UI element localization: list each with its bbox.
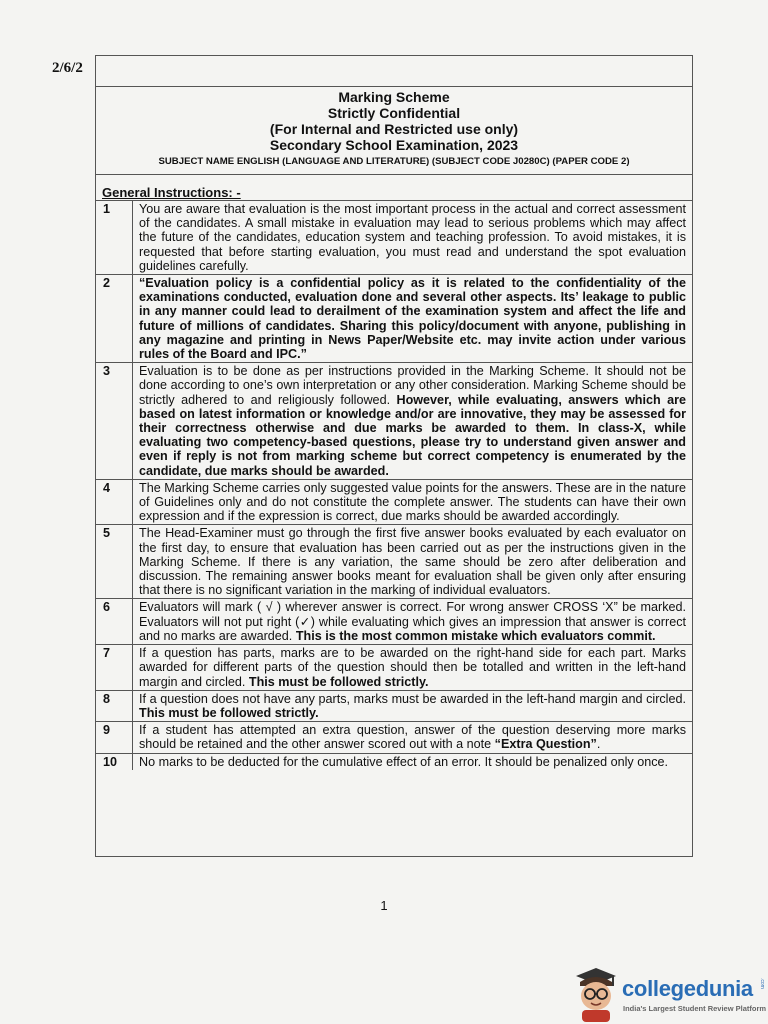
instruction-segment: If a student has attempted an extra question, answer of the question deserving more marks should be retained and the other answer scored out with a note: [139, 723, 686, 752]
document-header: [96, 87, 692, 168]
instruction-emphasis: This must be followed strictly.: [139, 705, 319, 720]
instruction-segment: If a question has parts, marks are to be awarded on the right-hand side for each part. Marks awarded for different parts of the question should then be totalled and written in the left-hand margin and circled.: [139, 646, 686, 689]
instruction-text: [133, 525, 693, 599]
instruction-segment: Evaluation is to be done as per instructions provided in the Marking Scheme. It should not be done according to one’s own interpretation or any other consideration. Marking Scheme should be strictly adhered to and religiously followed.: [139, 364, 686, 407]
header-subject: SUBJECT NAME ENGLISH (LANGUAGE AND LITERATURE) (SUBJECT CODE J0280C) (PAPER CODE 2): [158, 156, 630, 167]
instruction-segment: Evaluators will mark ( √ ) wherever answer is correct. For wrong answer CROSS ‘X” be marked. Evaluators will not put right (✓) while evaluating which gives an impression that answer is correct and no marks are awarded.: [139, 600, 686, 643]
instruction-row: [96, 363, 692, 480]
instruction-number: 10: [96, 753, 133, 770]
instruction-segment: No marks to be deducted for the cumulative effect of an error. It should be penalized only once.: [139, 754, 669, 769]
instruction-row: [96, 525, 692, 599]
instruction-emphasis: This is the most common mistake which evaluators commit.: [295, 628, 656, 643]
instruction-text: [133, 363, 693, 480]
instruction-number: 2: [96, 275, 133, 363]
instruction-text: [133, 645, 693, 691]
collegedunia-watermark: [572, 964, 768, 1024]
instruction-text: [133, 599, 693, 645]
instruction-number: 8: [96, 690, 133, 721]
instructions-body: [96, 201, 692, 770]
header-confidential: Strictly Confidential: [327, 105, 461, 121]
instruction-emphasis: This must be followed strictly.: [248, 674, 429, 689]
instruction-segment: The Marking Scheme carries only suggested value points for the answers. These are in the nature of Guidelines only and do not constitute the complete answer. The students can have their own expression and if the expression is correct, due marks should be awarded accordingly.: [139, 480, 686, 524]
instruction-text: [133, 479, 693, 525]
instructions-table: [96, 200, 692, 770]
header-title: Marking Scheme: [338, 89, 450, 105]
instruction-text: [133, 722, 693, 753]
instruction-number: 7: [96, 645, 133, 691]
brand-tagline: India's Largest Student Review Platform: [623, 1004, 767, 1013]
instruction-number: 5: [96, 525, 133, 599]
header-exam: Secondary School Examination, 2023: [269, 137, 519, 153]
paper-code: 2/6/2: [52, 60, 83, 76]
instruction-emphasis: “Evaluation policy is a confidential policy as it is related to the confidentiality of the examinations conducted, evaluation done and several other aspects. Its’ leakage to public in any manner could lead to derailment of the examination system and affect the life and future of millions of candidates. Sharing this policy/document with anyone, publishing in any magazine and printing in News Paper/Website etc. may invite action under various rules of the Board and IPC.”: [139, 276, 686, 362]
instruction-row: [96, 753, 692, 770]
instruction-number: 6: [96, 599, 133, 645]
instruction-segment: The Head-Examiner must go through the first five answer books evaluated by each evaluator on the first day, to ensure that evaluation has been carried out as per the instructions given in the Marking Scheme. If there is any variation, the same should be zero after deliberation and discussion. The remaining answer books meant for evaluation shall be given only after ensuring that there is no significant variation in the marking of individual evaluators.: [139, 526, 686, 598]
instruction-row: [96, 645, 692, 691]
instruction-text: [133, 201, 693, 275]
header-restricted: (For Internal and Restricted use only): [269, 121, 519, 137]
instruction-row: [96, 722, 692, 753]
instruction-emphasis: However, while evaluating, answers which are based on latest information or knowledge and/or are innovative, they may be assessed for their correctness otherwise and due marks be awarded to them. In class-X, while evaluating two competency-based questions, please try to understand given answer and even if reply is not from marking scheme but correct competency is enumerated by the candidate, due marks should be awarded.: [139, 392, 686, 478]
brand-name: collegedunia: [622, 976, 753, 1001]
instruction-row: [96, 275, 692, 363]
instruction-text: [133, 753, 693, 770]
frame-top-row: [96, 56, 692, 87]
instruction-emphasis: “Extra Question”: [494, 737, 597, 752]
marking-scheme-frame: [95, 55, 693, 857]
instruction-segment: You are aware that evaluation is the most important process in the actual and correct assessment of the candidates. A small mistake in evaluation may lead to serious problems which may affect the future of the candidates, education system and teaching profession. To avoid mistakes, it is requested that before starting evaluation, you must read and understand the spot evaluation guidelines carefully.: [139, 202, 686, 273]
instruction-text: [133, 275, 693, 363]
instruction-row: [96, 201, 692, 275]
instruction-row: [96, 690, 692, 721]
instruction-segment: If a question does not have any parts, marks must be awarded in the left-hand margin and circled.: [139, 691, 686, 706]
instruction-segment: .: [596, 737, 601, 752]
instruction-number: 9: [96, 722, 133, 753]
general-instructions-heading: General Instructions: -: [102, 185, 241, 200]
instruction-number: 3: [96, 363, 133, 480]
brand-suffix: .com: [759, 978, 765, 989]
instruction-number: 4: [96, 479, 133, 525]
instruction-row: [96, 479, 692, 525]
instruction-row: [96, 599, 692, 645]
instruction-text: [133, 690, 693, 721]
page-number: 1: [380, 898, 388, 913]
mascot-icon: [572, 966, 622, 1022]
instruction-number: 1: [96, 201, 133, 275]
